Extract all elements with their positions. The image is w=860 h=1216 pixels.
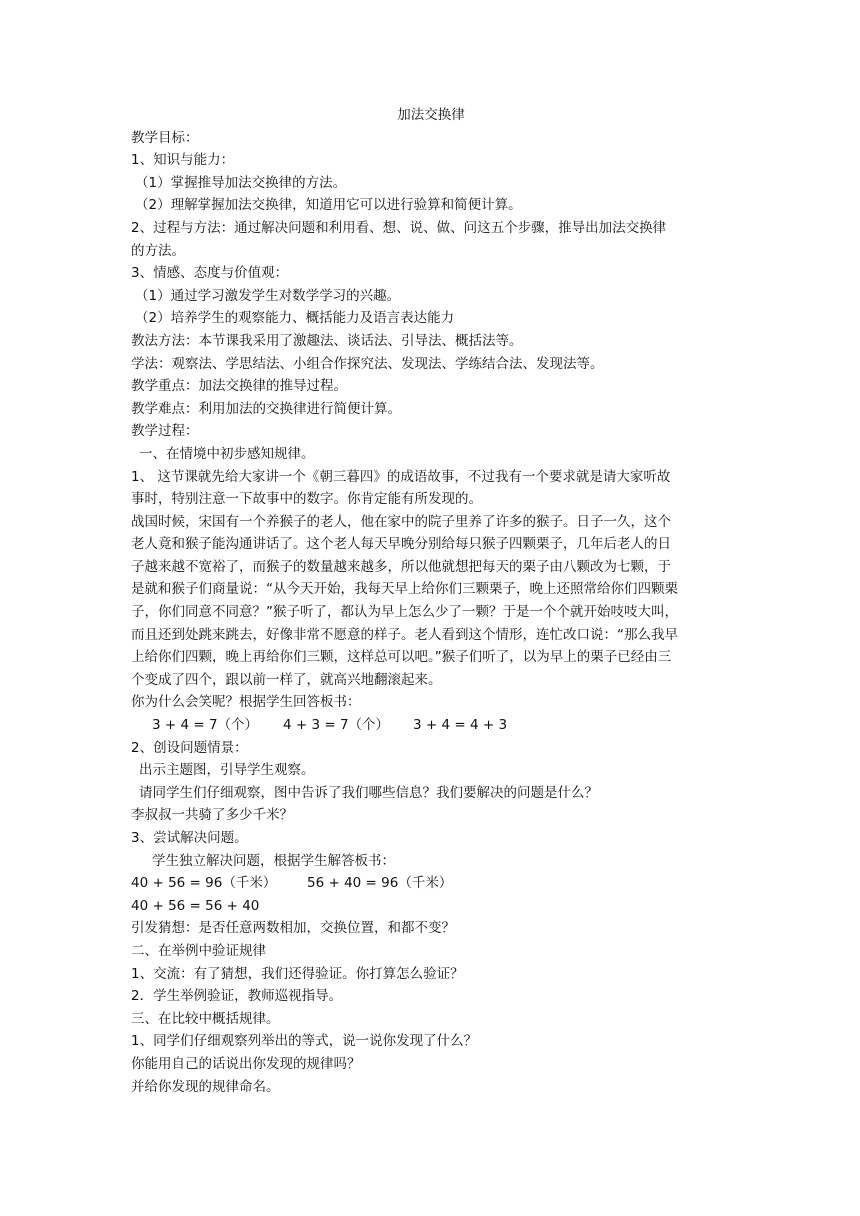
- goal-1-heading: 1、知识与能力：: [131, 152, 235, 169]
- section-heading-teaching-goals: 教学目标：: [131, 129, 199, 146]
- section-heading-process: 教学过程：: [131, 423, 199, 440]
- step-2-observe: 请同学生们仔细观察，图中告诉了我们哪些信息？我们要解决的问题是什么？: [139, 784, 598, 801]
- step-2-show-picture: 出示主题图，引导学生观察。: [139, 762, 315, 779]
- goal-1-item-1: （1）掌握推导加法交换律的方法。: [135, 174, 347, 191]
- difficult-point: 教学难点：利用加法的交换律进行简便计算。: [131, 400, 401, 417]
- story-line-5: 子，你们同意不同意？”猴子听了，都认为早上怎么少了一颗？于是一个个就开始吱吱大叫，: [131, 604, 678, 621]
- story-line-7: 上给你们四颗，晚上再给你们三颗，这样总可以吧。”猴子们听了，以为早上的栗子已经由三: [131, 649, 672, 666]
- equation-row-1: [131, 714, 731, 737]
- equation-3: 40 + 56 = 56 + 40: [131, 897, 260, 914]
- story-line-8: 个变成了四个，跟以前一样了，就高兴地翻滚起来。: [131, 671, 442, 688]
- goal-1-item-2: （2）理解掌握加法交换律，知道用它可以进行验算和简便计算。: [135, 197, 522, 214]
- equation-row-2: [131, 872, 731, 895]
- step-2-question: 李叔叔一共骑了多少千米？: [131, 807, 293, 824]
- learning-methods: 学法：观察法、学思结法、小组合作探究法、发现法、学练结合法、发现法等。: [131, 355, 604, 372]
- equation-1c: 3 + 4 = 4 + 3: [413, 717, 508, 734]
- equation-2a: 40 + 56 = 96（千米）: [131, 875, 277, 892]
- part-3-item-3: 并给你发现的规律命名。: [131, 1078, 280, 1095]
- document-page: [131, 104, 731, 1098]
- goal-2-line-2: 的方法。: [131, 242, 185, 259]
- goal-3-heading: 3、情感、态度与价值观：: [131, 265, 289, 282]
- part-2-item-2: 2．学生举例验证，教师巡视指导。: [131, 988, 343, 1005]
- question-why-laugh: 你为什么会笑呢？根据学生回答板书：: [131, 694, 361, 711]
- step-1-heading: 一、在情境中初步感知规律。: [139, 445, 315, 462]
- step-3-heading: 3、尝试解决问题。: [131, 830, 248, 846]
- story-line-6: 而且还到处跳来跳去，好像非常不愿意的样子。老人看到这个情形，连忙改口说：“那么我早: [131, 626, 678, 643]
- goal-3-item-1: （1）通过学习激发学生对数学学习的兴趣。: [135, 287, 401, 304]
- step-2-heading: 2、创设问题情景：: [131, 739, 248, 756]
- equation-1b: 4 + 3 = 7（个）: [283, 717, 390, 734]
- story-line-4: 是就和猴子们商量说：“从今天开始，我每天早上给你们三颗栗子，晚上还照常给你们四颗栗: [131, 581, 678, 598]
- goal-2-line-1: 2、过程与方法：通过解决问题和利用看、想、说、做、问这五个步骤，推导出加法交换律: [131, 219, 667, 236]
- teaching-methods: 教法方法：本节课我采用了激趣法、谈话法、引导法、概括法等。: [131, 332, 523, 349]
- story-line-1: 战国时候，宋国有一个养猴子的老人，他在家中的院子里养了许多的猴子。日子一久，这个: [131, 513, 671, 530]
- step-1-intro-line-1: 1、 这节课就先给大家讲一个《朝三暮四》的成语故事，不过我有一个要求就是请大家听故: [131, 468, 671, 485]
- part-3-item-2: 你能用自己的话说出你发现的规律吗？: [131, 1055, 361, 1072]
- story-line-2: 老人竟和猴子能沟通讲话了。这个老人每天早晚分别给每只猴子四颗栗子，几年后老人的日: [131, 536, 671, 553]
- equation-2b: 56 + 40 = 96（千米）: [307, 875, 453, 892]
- equation-1a: 3 + 4 = 7（个）: [152, 717, 259, 734]
- part-3-item-1: 1、同学们仔细观察列举出的等式，说一说你发现了什么？: [131, 1033, 478, 1050]
- conjecture: 引发猜想：是否任意两数相加，交换位置，和都不变？: [131, 920, 455, 937]
- part-2-item-1: 1、交流：有了猜想，我们还得验证。你打算怎么验证？: [131, 965, 464, 982]
- story-line-3: 子越来越不宽裕了，而猴子的数量越来越多，所以他就想把每天的栗子由八颗改为七颗，于: [131, 558, 671, 575]
- goal-3-item-2: （2）培养学生的观察能力、概括能力及语言表达能力: [135, 310, 455, 327]
- step-3-solve: 学生独立解决问题，根据学生解答板书：: [152, 852, 395, 869]
- key-point: 教学重点：加法交换律的推导过程。: [131, 378, 347, 395]
- part-2-heading: 二、在举例中验证规律: [131, 942, 266, 959]
- document-title: 加法交换律: [397, 107, 465, 123]
- step-1-intro-line-2: 事时，特别注意一下故事中的数字。你肯定能有所发现的。: [131, 491, 482, 508]
- part-3-heading: 三、在比较中概括规律。: [131, 1010, 280, 1027]
